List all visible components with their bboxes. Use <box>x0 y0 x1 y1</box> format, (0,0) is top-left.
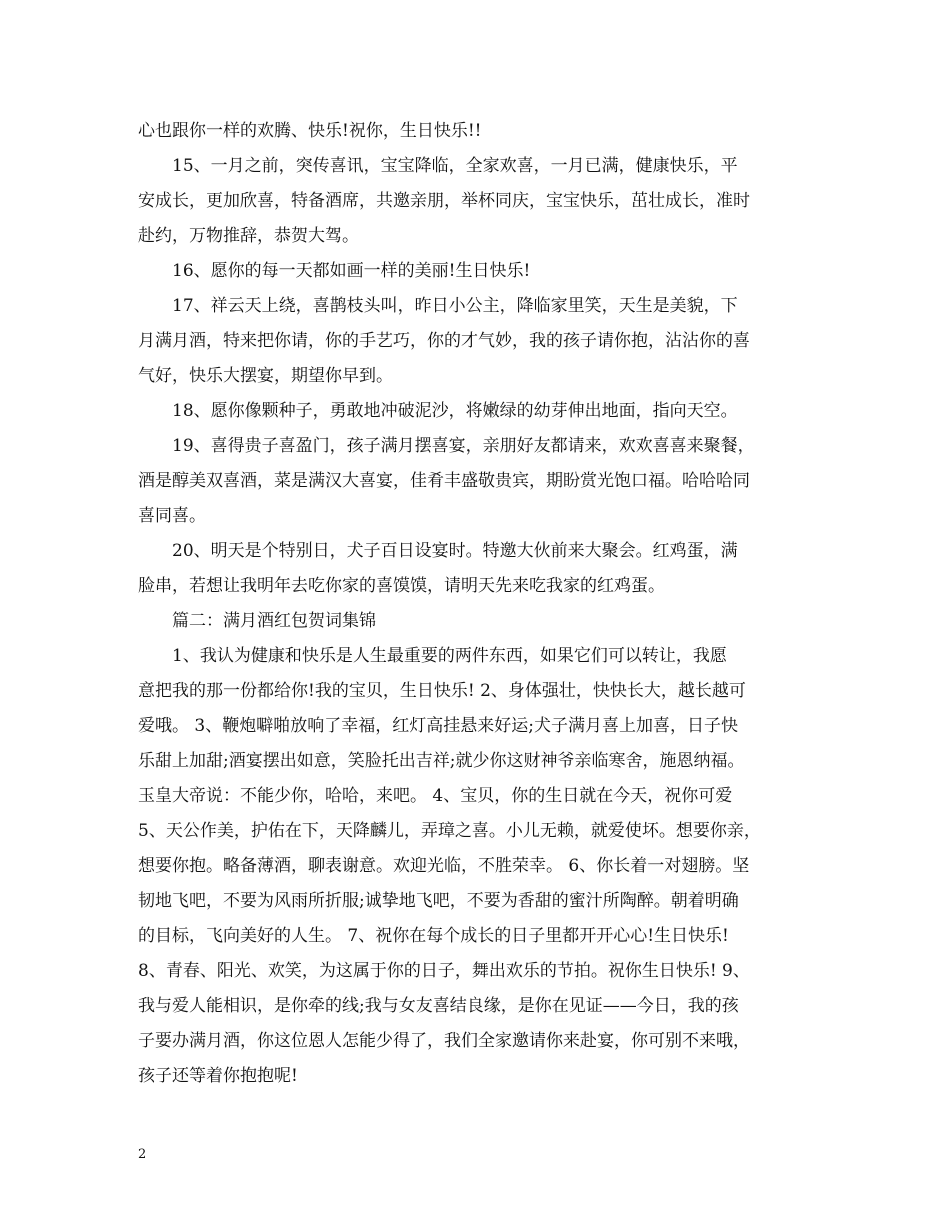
text-line: 乐甜上加甜;酒宴摆出如意，笑脸托出吉祥;就少你这财神爷亲临寒舍，施恩纳福。 <box>138 751 745 771</box>
paragraph-15-line: 15、一月之前，突传喜讯，宝宝降临，全家欢喜，一月已满，健康快乐，平 <box>172 156 738 176</box>
text-line: 酒是醇美双喜酒，菜是满汉大喜宴，佳肴丰盛敬贵宾，期盼赏光饱口福。哈哈哈同 <box>138 471 750 491</box>
text-line: 意把我的那一份都给你!我的宝贝，生日快乐! 2、身体强壮，快快长大，越长越可 <box>138 681 746 701</box>
section-title: 篇二：满月酒红包贺词集锦 <box>172 611 376 631</box>
text-line: 我与爱人能相识，是你牵的线;我与女友喜结良缘，是你在见证——今日，我的孩 <box>138 996 739 1016</box>
text-line: 月满月酒，特来把你请，你的手艺巧，你的才气妙，我的孩子请你抱，沾沾你的喜 <box>138 331 750 351</box>
text-line: 气好，快乐大摆宴，期望你早到。 <box>138 366 393 386</box>
text-line: 的目标，飞向美好的人生。 7、祝你在每个成长的日子里都开开心心!生日快乐! <box>138 926 729 946</box>
text-line: 想要你抱。略备薄酒，聊表谢意。欢迎光临，不胜荣幸。 6、你长着一对翅膀。坚 <box>138 856 750 876</box>
text-line: 玉皇大帝说：不能少你，哈哈，来吧。 4、宝贝，你的生日就在今天，祝你可爱 <box>138 786 733 806</box>
text-line: 韧地飞吧，不要为风雨所折服;诚挚地飞吧，不要为香甜的蜜汁所陶醉。朝着明确 <box>138 891 739 911</box>
paragraph-20-line: 20、明天是个特别日，犬子百日设宴时。特邀大伙前来大聚会。红鸡蛋，满 <box>172 541 738 561</box>
text-line: 孩子还等着你抱抱呢! <box>138 1066 298 1086</box>
text-line: 8、青春、阳光、欢笑，为这属于你的日子，舞出欢乐的节拍。祝你生日快乐! 9、 <box>138 961 750 981</box>
text-line: 子要办满月酒，你这位恩人怎能少得了，我们全家邀请你来赴宴，你可别不来哦， <box>138 1031 750 1051</box>
page-number: 2 <box>138 1147 147 1162</box>
paragraph-19-line: 19、喜得贵子喜盈门，孩子满月摆喜宴，亲朋好友都请来，欢欢喜喜来聚餐， <box>172 436 755 456</box>
paragraph-18-line: 18、愿你像颗种子，勇敢地冲破泥沙，将嫩绿的幼芽伸出地面，指向天空。 <box>172 401 738 421</box>
text-line: 5、天公作美，护佑在下，天降麟儿，弄璋之喜。小儿无赖，就爱使坏。想要你亲， <box>138 821 761 841</box>
document-body <box>138 114 814 1094</box>
text-line: 脸串，若想让我明年去吃你家的喜馍馍，请明天先来吃我家的红鸡蛋。 <box>138 576 665 596</box>
text-line: 安成长，更加欣喜，特备酒席，共邀亲朋，举杯同庆，宝宝快乐，茁壮成长，准时 <box>138 191 750 211</box>
text-line: 爱哦。 3、鞭炮噼啪放响了幸福，红灯高挂悬来好运;犬子满月喜上加喜，日子快 <box>138 716 738 736</box>
paragraph-16-line: 16、愿你的每一天都如画一样的美丽!生日快乐! <box>172 261 531 281</box>
section-paragraph-line: 1、我认为健康和快乐是人生最重要的两件东西，如果它们可以转让，我愿 <box>172 646 727 666</box>
paragraph-17-line: 17、祥云天上绕，喜鹊枝头叫，昨日小公主，降临家里笑，天生是美貌，下 <box>172 296 738 316</box>
text-line: 赴约，万物推辞，恭贺大驾。 <box>138 226 359 246</box>
text-line: 心也跟你一样的欢腾、快乐!祝你，生日快乐!! <box>138 121 482 141</box>
text-line: 喜同喜。 <box>138 506 206 526</box>
